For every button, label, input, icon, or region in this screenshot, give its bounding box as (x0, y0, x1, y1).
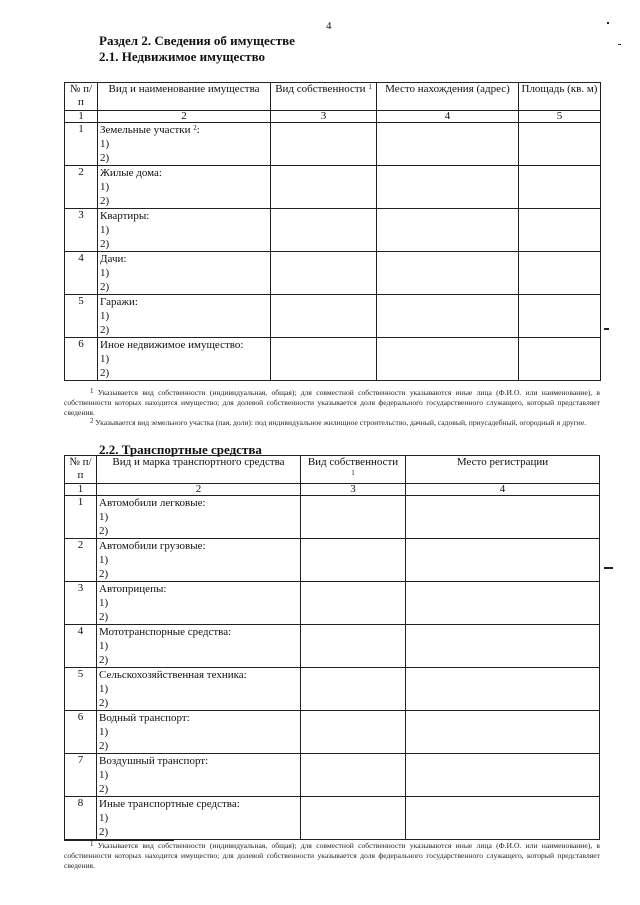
category-label: Дачи: (100, 253, 127, 265)
empty-cell[interactable] (301, 625, 406, 668)
category-label: Мототранспорные средства: (99, 626, 232, 638)
entry-line[interactable]: 2) (99, 611, 109, 623)
row-number: 6 (65, 711, 97, 754)
row-number: 4 (65, 625, 97, 668)
empty-cell[interactable] (377, 295, 519, 338)
header-ownership: Вид собственности $^1$ (301, 456, 406, 484)
entry-line[interactable]: 2) (99, 740, 109, 752)
empty-cell[interactable] (271, 166, 377, 209)
empty-cell[interactable] (406, 496, 600, 539)
table-row (65, 711, 600, 754)
category-label: Гаражи: (100, 296, 138, 308)
entry-line[interactable]: 1) (100, 138, 110, 150)
table-row (65, 582, 600, 625)
column-numbers-row (65, 111, 601, 123)
scan-mark (604, 567, 613, 569)
category-label: Водный транспорт: (99, 712, 190, 724)
empty-cell[interactable] (301, 754, 406, 797)
row-number: 2 (65, 166, 98, 209)
item-category (98, 166, 271, 209)
column-number: 1 (65, 111, 98, 123)
footnote-2: $^2$ Указывается вид земельного участка (пая, доли): под индивидуальное жилищное строительство, дачный, садовый, приусадебный, огородный и другие. (90, 417, 587, 427)
entry-line[interactable]: 1) (99, 683, 109, 695)
real-estate-title: 2.1. Недвижимое имущество (99, 49, 266, 64)
page-number: 4 (326, 20, 332, 32)
item-category (97, 797, 301, 840)
row-number: 1 (65, 123, 98, 166)
table-row (65, 539, 600, 582)
item-category (97, 582, 301, 625)
item-category (97, 539, 301, 582)
header-no: № п/п (65, 456, 97, 484)
entry-line[interactable]: 1) (99, 554, 109, 566)
header-name: Вид и марка транспортного средства (97, 456, 301, 484)
row-number: 8 (65, 797, 97, 840)
vehicles-footnotes (64, 841, 600, 871)
column-number: 4 (406, 484, 600, 496)
footnote-ref: 1 (368, 83, 372, 91)
column-number: 2 (97, 484, 301, 496)
empty-cell[interactable] (519, 166, 601, 209)
scan-mark (604, 328, 609, 330)
item-category (97, 668, 301, 711)
empty-cell[interactable] (301, 711, 406, 754)
row-number: 7 (65, 754, 97, 797)
entry-line[interactable]: 2) (99, 525, 109, 537)
empty-cell[interactable] (519, 209, 601, 252)
item-category (98, 209, 271, 252)
scan-mark (607, 22, 609, 24)
table-row (65, 625, 600, 668)
entry-line[interactable]: 1) (100, 224, 110, 236)
entry-line[interactable]: 1) (100, 310, 110, 322)
table-row (65, 797, 600, 840)
vehicles-title: 2.2. Транспортные средства (99, 442, 262, 457)
entry-line[interactable]: 1) (99, 812, 109, 824)
category-label: Автомобили легковые: (99, 497, 206, 509)
entry-line[interactable]: 1) (99, 769, 109, 781)
empty-cell[interactable] (406, 797, 600, 840)
category-label: Земельные участки $^2$: (100, 124, 200, 136)
empty-cell[interactable] (271, 338, 377, 381)
entry-line[interactable]: 1) (99, 640, 109, 652)
footnote-1: $^1$ Указывается вид собственности (индивидуальная, общая); для совместной собственности указываются иные лица (Ф.И.О. или наименование), в собственности которых находится имущество; для долевой собственности указывается доля федерального государственного служащего, который представляет сведения. (64, 387, 600, 417)
real-estate-footnotes (64, 388, 600, 428)
empty-cell[interactable] (301, 496, 406, 539)
header-no: № п/п (65, 83, 98, 111)
item-category (98, 295, 271, 338)
vehicles-table (64, 455, 600, 840)
empty-cell[interactable] (519, 295, 601, 338)
real-estate-table (64, 82, 601, 381)
row-number: 4 (65, 252, 98, 295)
row-number: 5 (65, 295, 98, 338)
item-category (97, 496, 301, 539)
table-row (65, 252, 601, 295)
empty-cell[interactable] (377, 123, 519, 166)
row-number: 3 (65, 582, 97, 625)
table-row (65, 496, 600, 539)
header-area: Площадь (кв. м) (519, 83, 601, 111)
empty-cell[interactable] (406, 711, 600, 754)
empty-cell[interactable] (271, 123, 377, 166)
item-category (98, 338, 271, 381)
row-number: 5 (65, 668, 97, 711)
column-numbers-row (65, 484, 600, 496)
entry-line[interactable]: 1) (100, 181, 110, 193)
entry-line[interactable]: 2) (99, 568, 109, 580)
table-row (65, 338, 601, 381)
entry-line[interactable]: 2) (100, 324, 110, 336)
empty-cell[interactable] (301, 539, 406, 582)
category-label: Автомобили грузовые: (99, 540, 206, 552)
table-row (65, 295, 601, 338)
item-category (97, 754, 301, 797)
category-label: Воздушный транспорт: (99, 755, 209, 767)
category-label: Иное недвижимое имущество: (100, 339, 244, 351)
entry-line[interactable]: 2) (100, 152, 110, 164)
empty-cell[interactable] (519, 123, 601, 166)
item-category (98, 252, 271, 295)
table-row (65, 668, 600, 711)
footnote-ref: 2 (193, 124, 197, 132)
empty-cell[interactable] (377, 166, 519, 209)
entry-line[interactable]: 2) (99, 654, 109, 666)
empty-cell[interactable] (406, 625, 600, 668)
empty-cell[interactable] (377, 252, 519, 295)
empty-cell[interactable] (519, 252, 601, 295)
column-number: 4 (377, 111, 519, 123)
item-category (97, 711, 301, 754)
category-label: Квартиры: (100, 210, 150, 222)
column-number: 1 (65, 484, 97, 496)
table-row (65, 123, 601, 166)
row-number: 1 (65, 496, 97, 539)
column-number: 3 (271, 111, 377, 123)
entry-line[interactable]: 1) (100, 267, 110, 279)
header-name: Вид и наименование имущества (98, 83, 271, 111)
row-number: 6 (65, 338, 98, 381)
empty-cell[interactable] (519, 338, 601, 381)
empty-cell[interactable] (271, 295, 377, 338)
table-row (65, 754, 600, 797)
entry-line[interactable]: 2) (99, 697, 109, 709)
empty-cell[interactable] (301, 668, 406, 711)
entry-line[interactable]: 2) (100, 367, 110, 379)
entry-line[interactable]: 2) (100, 195, 110, 207)
empty-cell[interactable] (406, 668, 600, 711)
header-location: Место нахождения (адрес) (377, 83, 519, 111)
table-row (65, 209, 601, 252)
empty-cell[interactable] (301, 797, 406, 840)
entry-line[interactable]: 2) (100, 281, 110, 293)
category-label: Автоприцепы: (99, 583, 167, 595)
entry-line[interactable]: 2) (99, 826, 109, 838)
empty-cell[interactable] (377, 338, 519, 381)
entry-line[interactable]: 1) (99, 511, 109, 523)
entry-line[interactable]: 1) (100, 353, 110, 365)
column-number: 2 (98, 111, 271, 123)
row-number: 3 (65, 209, 98, 252)
scan-mark (618, 44, 621, 45)
column-number: 3 (301, 484, 406, 496)
table-row (65, 166, 601, 209)
section-title: Раздел 2. Сведения об имуществе (99, 33, 295, 48)
empty-cell[interactable] (377, 209, 519, 252)
category-label: Сельскохозяйственная техника: (99, 669, 247, 681)
item-category (97, 625, 301, 668)
header-registration: Место регистрации (406, 456, 600, 484)
entry-line[interactable]: 1) (99, 726, 109, 738)
column-number: 5 (519, 111, 601, 123)
empty-cell[interactable] (271, 209, 377, 252)
empty-cell[interactable] (406, 582, 600, 625)
row-number: 2 (65, 539, 97, 582)
footnote-1: $^1$ Указывается вид собственности (индивидуальная, общая); для совместной собственности указываются иные лица (Ф.И.О. или наименование), в собственности которых находится имущество; для долевой собственности указывается доля федерального государственного служащего, который представляет сведения. (64, 840, 600, 870)
empty-cell[interactable] (271, 252, 377, 295)
item-category (98, 123, 271, 166)
entry-line[interactable]: 2) (99, 783, 109, 795)
category-label: Иные транспортные средства: (99, 798, 240, 810)
empty-cell[interactable] (406, 539, 600, 582)
category-label: Жилые дома: (100, 167, 162, 179)
footnote-ref: 1 (351, 469, 355, 477)
empty-cell[interactable] (406, 754, 600, 797)
entry-line[interactable]: 2) (100, 238, 110, 250)
header-ownership: Вид собственности $^1$ (271, 83, 377, 111)
empty-cell[interactable] (301, 582, 406, 625)
entry-line[interactable]: 1) (99, 597, 109, 609)
